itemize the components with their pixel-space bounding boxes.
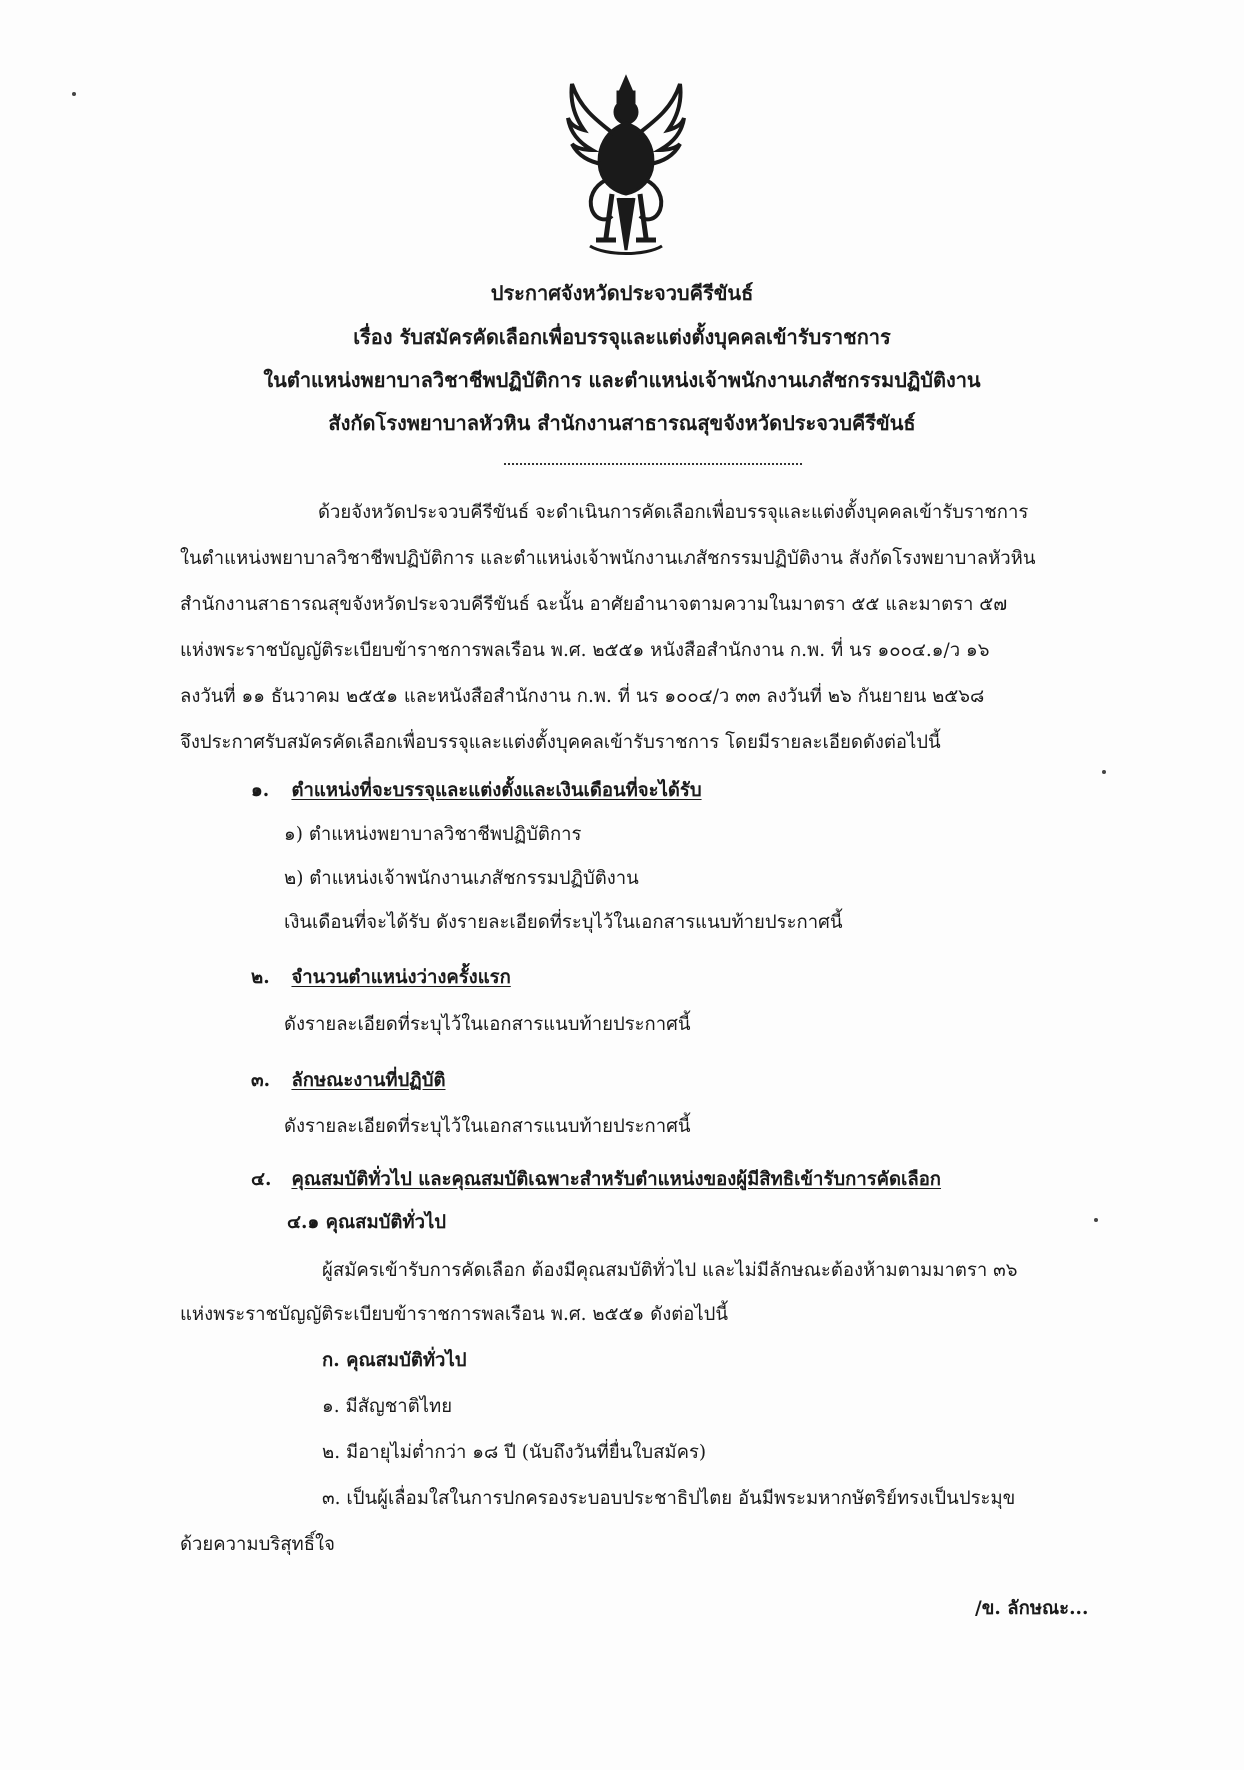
subject-line-2: ในตำแหน่งพยาบาลวิชาชีพปฏิบัติการ และตำแหน่งเจ้าพนักงานเภสัชกรรมปฏิบัติงาน [263,368,981,392]
section-4-1-title: ๔.๑ คุณสมบัติทั่วไป [287,1212,447,1233]
intro-line-4: แห่งพระราชบัญญัติระเบียบข้าราชการพลเรือน พ.ศ. ๒๕๕๑ หนังสือสำนักงาน ก.พ. ที่ นร ๑๐๐๔.๑/ว ๑๖ [180,640,990,661]
qualification-item-3-line-2: ด้วยความบริสุทธิ์ใจ [180,1534,335,1555]
section-3-title: ลักษณะงานที่ปฏิบัติ [291,1070,446,1091]
section-4-a-title: ก. คุณสมบัติทั่วไป [322,1350,467,1371]
intro-line-1: ด้วยจังหวัดประจวบคีรีขันธ์ จะดำเนินการคัดเลือกเพื่อบรรจุและแต่งตั้งบุคคลเข้ารับราชการ [318,502,1029,523]
section-1-title: ตำแหน่งที่จะบรรจุและแต่งตั้งและเงินเดือนที่จะได้รับ [291,780,702,801]
section-2-title: จำนวนตำแหน่งว่างครั้งแรก [291,967,511,988]
announcement-title: ประกาศจังหวัดประจวบคีรีขันธ์ [490,281,754,305]
section-4-1-para-line-2: แห่งพระราชบัญญัติระเบียบข้าราชการพลเรือน พ.ศ. ๒๕๕๑ ดังต่อไปนี้ [180,1304,729,1325]
header-divider [504,463,802,465]
section-2-heading [251,965,511,991]
section-2-number: ๒. [251,967,270,988]
section-3-number: ๓. [251,1070,271,1091]
section-4-1-para-line-1: ผู้สมัครเข้ารับการคัดเลือก ต้องมีคุณสมบัติทั่วไป และไม่มีลักษณะต้องห้ามตามมาตรา ๓๖ [322,1260,1018,1281]
intro-line-6: จึงประกาศรับสมัครคัดเลือกเพื่อบรรจุและแต่งตั้งบุคคลเข้ารับราชการ โดยมีรายละเอียดดังต่อไปนี้ [180,732,941,753]
qualification-item-2: ๒. มีอายุไม่ต่ำกว่า ๑๘ ปี (นับถึงวันที่ยื่นใบสมัคร) [322,1442,707,1463]
section-3-note: ดังรายละเอียดที่ระบุไว้ในเอกสารแนบท้ายประกาศนี้ [284,1116,691,1137]
scan-speck [1094,1218,1098,1222]
qualification-item-1: ๑. มีสัญชาติไทย [322,1396,453,1417]
intro-line-2: ในตำแหน่งพยาบาลวิชาชีพปฏิบัติการ และตำแหน่งเจ้าพนักงานเภสัชกรรมปฏิบัติงาน สังกัดโรงพยาบาลหัวหิน [180,548,1036,569]
intro-line-5: ลงวันที่ ๑๑ ธันวาคม ๒๕๕๑ และหนังสือสำนักงาน ก.พ. ที่ นร ๑๐๐๔/ว ๓๓ ลงวันที่ ๒๖ กันยายน ๒๕๖๘ [180,686,985,707]
section-1-heading [251,778,702,804]
scan-speck [1102,770,1106,774]
intro-line-3: สำนักงานสาธารณสุขจังหวัดประจวบคีรีขันธ์ ฉะนั้น อาศัยอำนาจตามความในมาตรา ๕๕ และมาตรา ๕๗ [180,594,1008,615]
section-1-item-1: ๑) ตำแหน่งพยาบาลวิชาชีพปฏิบัติการ [284,824,582,845]
section-1-item-2: ๒) ตำแหน่งเจ้าพนักงานเภสัชกรรมปฏิบัติงาน [284,868,639,889]
qualification-item-3-line-1: ๓. เป็นผู้เลื่อมใสในการปกครองระบอบประชาธิปไตย อันมีพระมหากษัตริย์ทรงเป็นประมุข [322,1488,1016,1509]
section-4-heading [251,1167,941,1193]
section-2-note: ดังรายละเอียดที่ระบุไว้ในเอกสารแนบท้ายประกาศนี้ [284,1014,691,1035]
section-4-title: คุณสมบัติทั่วไป และคุณสมบัติเฉพาะสำหรับตำแหน่งของผู้มีสิทธิเข้ารับการคัดเลือก [291,1169,942,1190]
section-4-number: ๔. [251,1169,272,1190]
page-continuation: /ข. ลักษณะ... [975,1598,1089,1619]
section-1-number: ๑. [251,780,270,801]
garuda-emblem-icon [566,70,686,260]
section-3-heading [251,1068,445,1094]
section-1-note: เงินเดือนที่จะได้รับ ดังรายละเอียดที่ระบุไว้ในเอกสารแนบท้ายประกาศนี้ [284,912,843,933]
subject-line-1: เรื่อง รับสมัครคัดเลือกเพื่อบรรจุและแต่งตั้งบุคคลเข้ารับราชการ [353,325,891,349]
scan-speck [72,92,76,96]
subject-line-3: สังกัดโรงพยาบาลหัวหิน สำนักงานสาธารณสุขจังหวัดประจวบคีรีขันธ์ [328,411,916,435]
